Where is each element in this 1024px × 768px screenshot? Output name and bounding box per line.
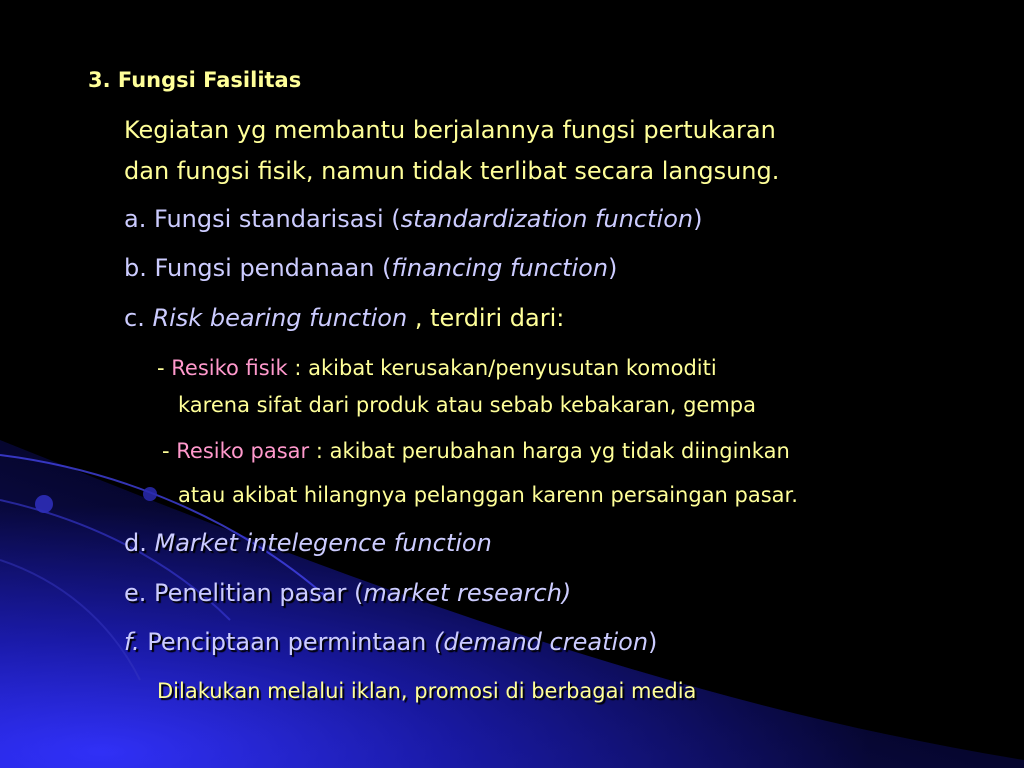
closing-line: Dilakukan melalui iklan, promosi di berbagai media xyxy=(157,679,697,703)
item-c: c. Risk bearing function , terdiri dari: xyxy=(124,304,565,332)
risk-physical-line: - Resiko fisik : akibat kerusakan/penyusutan komoditi xyxy=(157,356,717,380)
item-e: e. Penelitian pasar (market research) xyxy=(124,579,572,607)
risk-market-continuation: atau akibat hilangnya pelanggan karenn persaingan pasar. xyxy=(178,483,798,507)
intro-line-1: Kegiatan yg membantu berjalannya fungsi pertukaran xyxy=(124,116,776,144)
item-a: a. Fungsi standarisasi (standardization function) xyxy=(124,205,703,233)
risk-market-line: - Resiko pasar : akibat perubahan harga yg tidak diinginkan xyxy=(162,439,790,463)
intro-line-2: dan fungsi fisik, namun tidak terlibat secara langsung. xyxy=(124,157,780,185)
item-b: b. Fungsi pendanaan (financing function) xyxy=(124,254,618,282)
item-d: d. Market intelegence function xyxy=(124,529,492,557)
item-f: f. Penciptaan permintaan (demand creation) xyxy=(124,628,658,656)
risk-physical-continuation: karena sifat dari produk atau sebab kebakaran, gempa xyxy=(178,393,757,417)
slide-heading: 3. Fungsi Fasilitas xyxy=(88,68,302,92)
